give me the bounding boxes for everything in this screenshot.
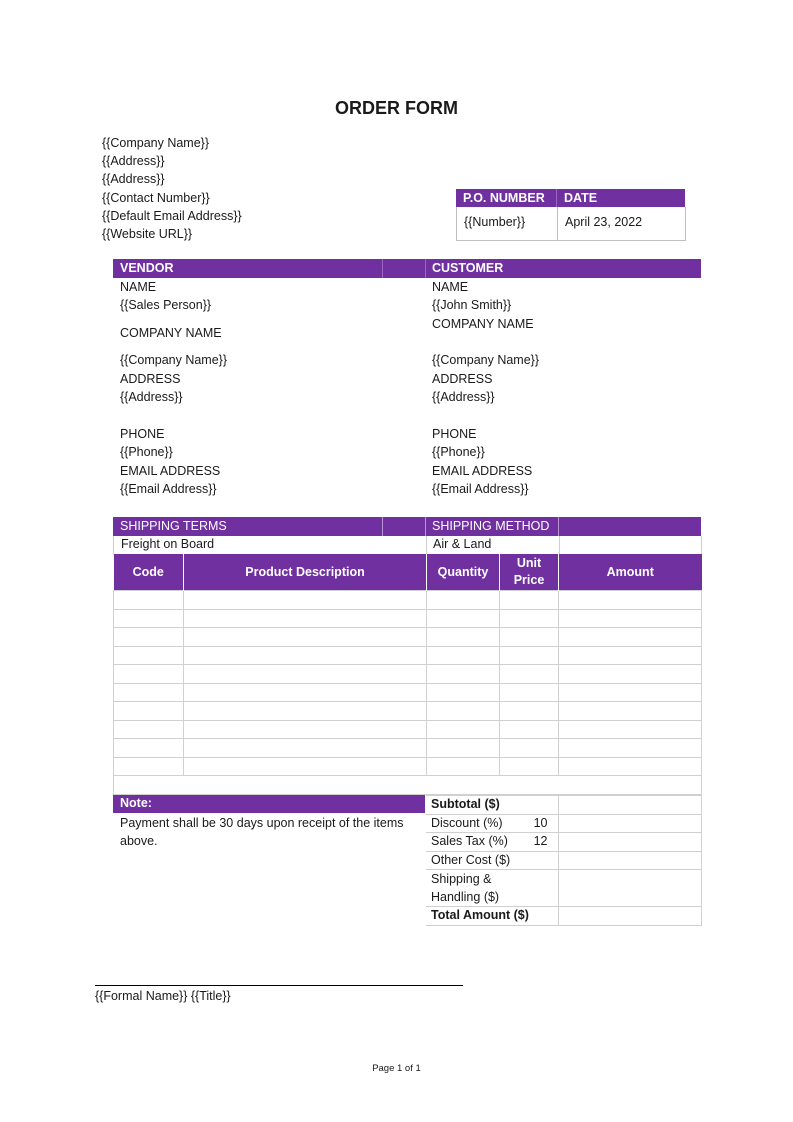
table-cell[interactable] (427, 665, 500, 684)
table-row (114, 702, 702, 721)
vendor-name-label: NAME (120, 280, 157, 294)
table-cell[interactable] (184, 683, 427, 702)
other-cost-row (426, 851, 701, 870)
shipping-method-value[interactable]: Air & Land (433, 537, 492, 551)
table-cell[interactable] (500, 591, 559, 610)
vendor-address-value[interactable]: {{Address}} (120, 390, 183, 404)
table-cell[interactable] (559, 609, 702, 628)
table-cell[interactable] (427, 591, 500, 610)
page-title: ORDER FORM (335, 98, 458, 118)
table-row (114, 591, 702, 610)
signature-name-title: {{Formal Name}} {{Title}} (95, 989, 231, 1003)
customer-name-label: NAME (432, 280, 469, 294)
col-unit-price: Unit Price (500, 554, 559, 591)
tax-amount[interactable] (558, 833, 701, 852)
vendor-name-value[interactable]: {{Sales Person}} (120, 298, 212, 312)
totals-table (426, 795, 702, 926)
page-number: Page 1 of 1 (372, 1063, 421, 1074)
table-cell[interactable] (500, 683, 559, 702)
po-header-bar (456, 189, 685, 207)
table-cell[interactable] (427, 702, 500, 721)
table-cell[interactable] (184, 628, 427, 647)
note-header-label: Note: (120, 796, 152, 810)
table-cell[interactable] (559, 591, 702, 610)
table-row (114, 683, 702, 702)
other-cost-label: Other Cost ($) (426, 851, 558, 870)
table-row (114, 757, 702, 776)
shipping-terms-value[interactable]: Freight on Board (121, 537, 215, 551)
table-row (114, 609, 702, 628)
tax-value[interactable]: 12 (518, 833, 558, 852)
table-cell[interactable] (559, 757, 702, 776)
discount-row (426, 814, 701, 833)
customer-address-value[interactable]: {{Address}} (432, 390, 495, 404)
table-cell[interactable] (114, 628, 184, 647)
shipping-values-row (113, 536, 702, 555)
col-amount: Amount (559, 554, 702, 591)
company-address-2: {{Address}} (102, 172, 165, 187)
customer-phone-label: PHONE (432, 427, 477, 441)
note-text: Payment shall be 30 days upon receipt of the items above. (120, 816, 404, 848)
table-cell[interactable] (184, 720, 427, 739)
table-cell[interactable] (500, 720, 559, 739)
vendor-company-value[interactable]: {{Company Name}} (120, 353, 228, 367)
table-cell[interactable] (184, 702, 427, 721)
vendor-phone-label: PHONE (120, 427, 165, 441)
customer-phone-value[interactable]: {{Phone}} (432, 445, 485, 459)
vendor-company-label: COMPANY NAME (120, 326, 222, 340)
customer-header: CUSTOMER (432, 261, 504, 275)
shipping-terms-header: SHIPPING TERMS (120, 519, 227, 533)
company-name: {{Company Name}} (102, 136, 210, 150)
col-quantity: Quantity (427, 554, 500, 591)
table-cell[interactable] (559, 739, 702, 758)
col-code: Code (114, 554, 184, 591)
table-cell[interactable] (184, 591, 427, 610)
table-cell[interactable] (427, 739, 500, 758)
table-cell[interactable] (427, 628, 500, 647)
table-cell[interactable] (114, 609, 184, 628)
table-cell[interactable] (500, 609, 559, 628)
table-cell[interactable] (500, 702, 559, 721)
shipping-handling-label: Shipping & Handling ($) (426, 870, 558, 907)
other-cost-value[interactable] (558, 851, 701, 870)
col-product-description: Product Description (184, 554, 427, 591)
vendor-customer-header (113, 259, 701, 278)
table-row (114, 628, 702, 647)
table-cell[interactable] (114, 665, 184, 684)
table-cell[interactable] (559, 683, 702, 702)
table-row (114, 665, 702, 684)
po-number-value[interactable]: {{Number}} (464, 215, 526, 229)
shipping-handling-value[interactable] (558, 870, 701, 907)
customer-company-value[interactable]: {{Company Name}} (432, 353, 540, 367)
table-cell[interactable] (184, 739, 427, 758)
customer-address-label: ADDRESS (432, 372, 493, 386)
tax-row (426, 833, 701, 852)
shipping-header (113, 517, 701, 536)
customer-name-value[interactable]: {{John Smith}} (432, 298, 512, 312)
subtotal-row (426, 796, 701, 815)
table-cell[interactable] (114, 702, 184, 721)
table-cell[interactable] (114, 591, 184, 610)
shipping-method-header: SHIPPING METHOD (432, 519, 550, 533)
customer-email-value[interactable]: {{Email Address}} (432, 482, 529, 496)
table-cell[interactable] (427, 720, 500, 739)
table-cell[interactable] (500, 628, 559, 647)
table-cell[interactable] (427, 757, 500, 776)
customer-company-label: COMPANY NAME (432, 317, 534, 331)
company-block (102, 134, 242, 243)
table-cell[interactable] (559, 646, 702, 665)
total-label: Total Amount ($) (426, 907, 558, 926)
subtotal-value[interactable] (558, 796, 701, 815)
items-header-row (114, 554, 702, 591)
table-row (114, 739, 702, 758)
po-number-header: P.O. NUMBER (463, 191, 545, 205)
table-cell[interactable] (500, 665, 559, 684)
table-cell[interactable] (184, 665, 427, 684)
table-cell[interactable] (500, 757, 559, 776)
table-cell[interactable] (427, 609, 500, 628)
company-contact-number: {{Contact Number}} (102, 190, 210, 205)
table-cell[interactable] (114, 720, 184, 739)
total-row (426, 907, 701, 926)
total-value[interactable] (558, 907, 701, 926)
shipping-handling-row (426, 870, 701, 907)
company-address-1: {{Address}} (102, 154, 165, 169)
table-cell[interactable] (184, 609, 427, 628)
table-cell[interactable] (427, 683, 500, 702)
table-row (114, 646, 702, 665)
table-cell[interactable] (184, 757, 427, 776)
note-header (113, 795, 425, 813)
vendor-email-label: EMAIL ADDRESS (120, 464, 221, 478)
customer-email-label: EMAIL ADDRESS (432, 464, 533, 478)
table-cell[interactable] (427, 646, 500, 665)
signature-line (95, 985, 463, 986)
table-cell[interactable] (184, 646, 427, 665)
tax-label: Sales Tax (%) (426, 833, 518, 852)
vendor-header: VENDOR (120, 261, 174, 275)
table-cell[interactable] (500, 739, 559, 758)
vendor-address-label: ADDRESS (120, 372, 181, 386)
date-value[interactable]: April 23, 2022 (565, 215, 643, 229)
table-cell[interactable] (500, 646, 559, 665)
po-body (456, 207, 686, 241)
table-cell[interactable] (559, 665, 702, 684)
date-header: DATE (564, 191, 598, 205)
table-cell[interactable] (559, 702, 702, 721)
table-cell[interactable] (559, 628, 702, 647)
vendor-phone-value[interactable]: {{Phone}} (120, 445, 173, 459)
table-cell[interactable] (559, 720, 702, 739)
company-website: {{Website URL}} (102, 227, 193, 242)
table-cell[interactable] (114, 757, 184, 776)
company-email: {{Default Email Address}} (102, 208, 242, 223)
table-cell[interactable] (114, 646, 184, 665)
discount-label: Discount (%) (426, 814, 518, 833)
po-box (456, 189, 686, 241)
items-table (113, 554, 702, 776)
table-row (114, 720, 702, 739)
table-cell[interactable] (114, 683, 184, 702)
discount-value[interactable]: 10 (518, 814, 558, 833)
subtotal-label: Subtotal ($) (426, 796, 558, 815)
table-cell[interactable] (114, 739, 184, 758)
items-spacer-row (113, 775, 702, 795)
discount-amount[interactable] (558, 814, 701, 833)
vendor-email-value[interactable]: {{Email Address}} (120, 482, 217, 496)
